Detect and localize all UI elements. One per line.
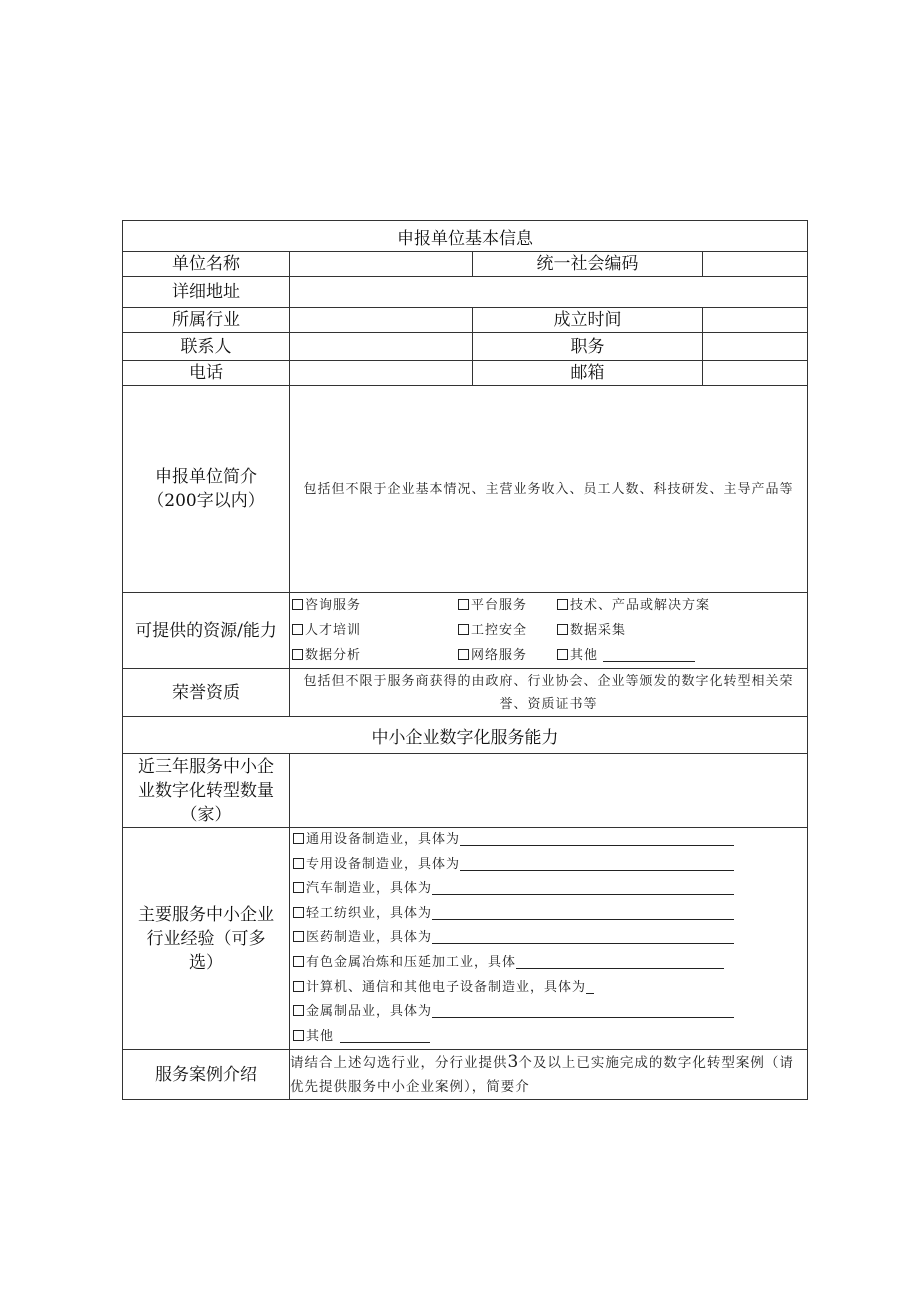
checkbox-icon[interactable] <box>557 624 568 635</box>
intro-field[interactable] <box>290 386 808 593</box>
checkbox-icon[interactable] <box>292 599 303 610</box>
checkbox-icon[interactable] <box>293 858 304 869</box>
phone-label: 电话 <box>123 361 290 386</box>
industry-option-nonferrous[interactable]: 有色金属冶炼和压延加工业，具体 <box>290 951 807 976</box>
fill-line[interactable] <box>432 905 734 920</box>
checkbox-icon[interactable] <box>293 833 304 844</box>
founded-label: 成立时间 <box>473 308 703 333</box>
intro-hint: 包括但不限于企业基本情况、主营业务收入、员工人数、科技研发、主导产品等 <box>303 481 794 497</box>
email-label: 邮箱 <box>473 361 703 386</box>
basic-info-section-title: 申报单位基本信息 <box>123 221 808 252</box>
credit-code-label: 统一社会编码 <box>473 252 703 277</box>
resource-option-data-collection[interactable]: 数据采集 <box>557 618 626 643</box>
industry-option-other[interactable]: 其他 <box>290 1025 807 1050</box>
resources-label: 可提供的资源/能力 <box>123 593 290 669</box>
resources-options <box>290 593 808 669</box>
industry-label: 所属行业 <box>123 308 290 333</box>
checkbox-icon[interactable] <box>293 882 304 893</box>
resource-option-solutions[interactable]: 技术、产品或解决方案 <box>557 593 710 618</box>
cases-hint-number: 3 <box>507 1052 519 1073</box>
fill-line[interactable] <box>586 979 594 994</box>
address-label: 详细地址 <box>123 277 290 308</box>
checkbox-icon[interactable] <box>458 599 469 610</box>
service-count-field[interactable] <box>290 754 808 828</box>
fill-line[interactable] <box>340 1028 430 1043</box>
checkbox-icon[interactable] <box>293 1005 304 1016</box>
cases-field[interactable] <box>290 1050 808 1100</box>
honors-label: 荣誉资质 <box>123 669 290 717</box>
service-count-label-line3: （家） <box>180 804 232 825</box>
resource-option-other[interactable]: 其他 <box>557 643 695 668</box>
unit-name-field[interactable] <box>290 252 473 277</box>
industry-experience-label-line3: 选） <box>189 952 223 973</box>
industry-option-general-equipment[interactable]: 通用设备制造业，具体为 <box>290 828 807 853</box>
checkbox-icon[interactable] <box>292 649 303 660</box>
industry-experience-options <box>290 828 808 1050</box>
industry-experience-label-line2: 行业经验（可多 <box>146 928 266 949</box>
fill-line[interactable] <box>432 929 734 944</box>
industry-option-electronics[interactable]: 计算机、通信和其他电子设备制造业，具体为 <box>290 976 807 1001</box>
unit-name-label: 单位名称 <box>123 252 290 277</box>
industry-option-light-textile[interactable]: 轻工纺织业，具体为 <box>290 902 807 927</box>
position-field[interactable] <box>703 333 808 361</box>
application-form-table <box>122 220 808 1100</box>
honors-field[interactable] <box>290 669 808 717</box>
service-count-label-line2: 业数字化转型数量 <box>138 780 274 801</box>
checkbox-icon[interactable] <box>557 649 568 660</box>
resource-option-data-analysis[interactable]: 数据分析 <box>292 643 361 668</box>
resource-option-training[interactable]: 人才培训 <box>292 618 361 643</box>
industry-option-metal-products[interactable]: 金属制品业，具体为 <box>290 1000 807 1025</box>
checkbox-icon[interactable] <box>293 981 304 992</box>
checkbox-icon[interactable] <box>293 907 304 918</box>
intro-label <box>123 386 290 593</box>
industry-experience-label-line1: 主要服务中小企业 <box>138 904 274 925</box>
industry-field[interactable] <box>290 308 473 333</box>
credit-code-field[interactable] <box>703 252 808 277</box>
phone-field[interactable] <box>290 361 473 386</box>
position-label: 职务 <box>473 333 703 361</box>
checkbox-icon[interactable] <box>458 649 469 660</box>
contact-field[interactable] <box>290 333 473 361</box>
intro-label-line2: （200字以内） <box>147 491 265 511</box>
industry-option-pharma[interactable]: 医药制造业，具体为 <box>290 926 807 951</box>
honors-hint: 包括但不限于服务商获得的由政府、行业协会、企业等颁发的数字化转型相关荣誉、资质证书等 <box>303 673 794 712</box>
checkbox-icon[interactable] <box>293 956 304 967</box>
checkbox-icon[interactable] <box>293 931 304 942</box>
checkbox-icon[interactable] <box>293 1030 304 1041</box>
checkbox-icon[interactable] <box>557 599 568 610</box>
capability-section-title: 中小企业数字化服务能力 <box>123 717 808 754</box>
resource-option-consulting[interactable]: 咨询服务 <box>292 593 361 618</box>
checkbox-icon[interactable] <box>292 624 303 635</box>
service-count-label-line1: 近三年服务中小企 <box>138 756 274 777</box>
contact-label: 联系人 <box>123 333 290 361</box>
industry-option-automotive[interactable]: 汽车制造业，具体为 <box>290 877 807 902</box>
industry-option-special-equipment[interactable]: 专用设备制造业，具体为 <box>290 853 807 878</box>
resource-option-network[interactable]: 网络服务 <box>458 643 527 668</box>
industry-experience-label <box>123 828 290 1050</box>
fill-line[interactable] <box>460 831 734 846</box>
resource-option-ics-security[interactable]: 工控安全 <box>458 618 527 643</box>
email-field[interactable] <box>703 361 808 386</box>
cases-hint-pre: 请结合上述勾选行业，分行业提供 <box>290 1055 508 1072</box>
cases-hint-post: 个及以上已实施完成的数字化转型案例（请优先提供服务中小企业案例），简要介 <box>290 1055 794 1096</box>
address-field[interactable] <box>290 277 808 308</box>
checkbox-icon[interactable] <box>458 624 469 635</box>
fill-line[interactable] <box>460 856 734 871</box>
fill-line[interactable] <box>432 1003 734 1018</box>
other-fill-line[interactable] <box>603 647 695 662</box>
founded-field[interactable] <box>703 308 808 333</box>
intro-label-line1: 申报单位简介 <box>155 467 257 487</box>
service-count-label <box>123 754 290 828</box>
cases-label: 服务案例介绍 <box>123 1050 290 1100</box>
fill-line[interactable] <box>516 954 724 969</box>
resource-option-platform[interactable]: 平台服务 <box>458 593 527 618</box>
fill-line[interactable] <box>432 880 734 895</box>
